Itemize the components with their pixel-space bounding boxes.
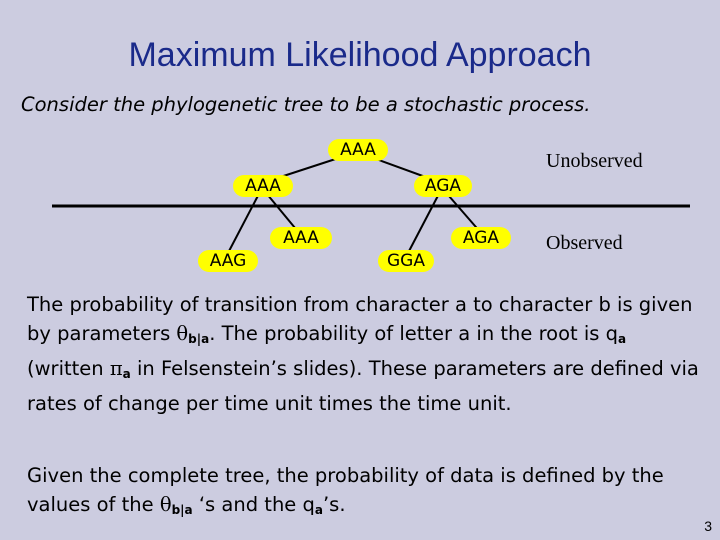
pi-symbol: π xyxy=(109,357,123,380)
observed-label: Observed xyxy=(546,232,623,254)
tree-leaf-3: GGA xyxy=(378,250,434,272)
tree-leaf-1: AAG xyxy=(198,250,258,272)
unobserved-label: Unobserved xyxy=(546,150,643,172)
tree-leaf-2: AAA xyxy=(270,227,332,249)
theta-symbol: θ xyxy=(159,493,172,516)
tree-leaf-4: AGA xyxy=(451,227,511,249)
slide-subtitle: Consider the phylogenetic tree to be a stochastic process. xyxy=(21,93,591,116)
page-number: 3 xyxy=(704,518,712,534)
tree-node-root: AAA xyxy=(328,139,388,161)
paragraph-complete-tree: Given the complete tree, the probability of data is defined by the values of the $\theta_{b|a}$ ‘s and the $q_a’s$. xyxy=(27,464,664,517)
tree-node-internal-right: AGA xyxy=(414,175,472,197)
theta-symbol: θ xyxy=(176,322,189,345)
edge-right-leaf1 xyxy=(408,188,442,253)
tree-node-internal-left: AAA xyxy=(233,175,293,197)
slide-title: Maximum Likelihood Approach xyxy=(128,36,592,74)
paragraph-transition: The probability of transition from character a to character b is given by parameters $\theta_{b|a}$. The probability of letter a in the root is $q_a$ (written $\pi_a$ in Felsenstein’s slides). These parameters are defined via rates of change per time unit times the time unit. xyxy=(27,293,699,415)
edge-left-leaf1 xyxy=(228,188,262,253)
